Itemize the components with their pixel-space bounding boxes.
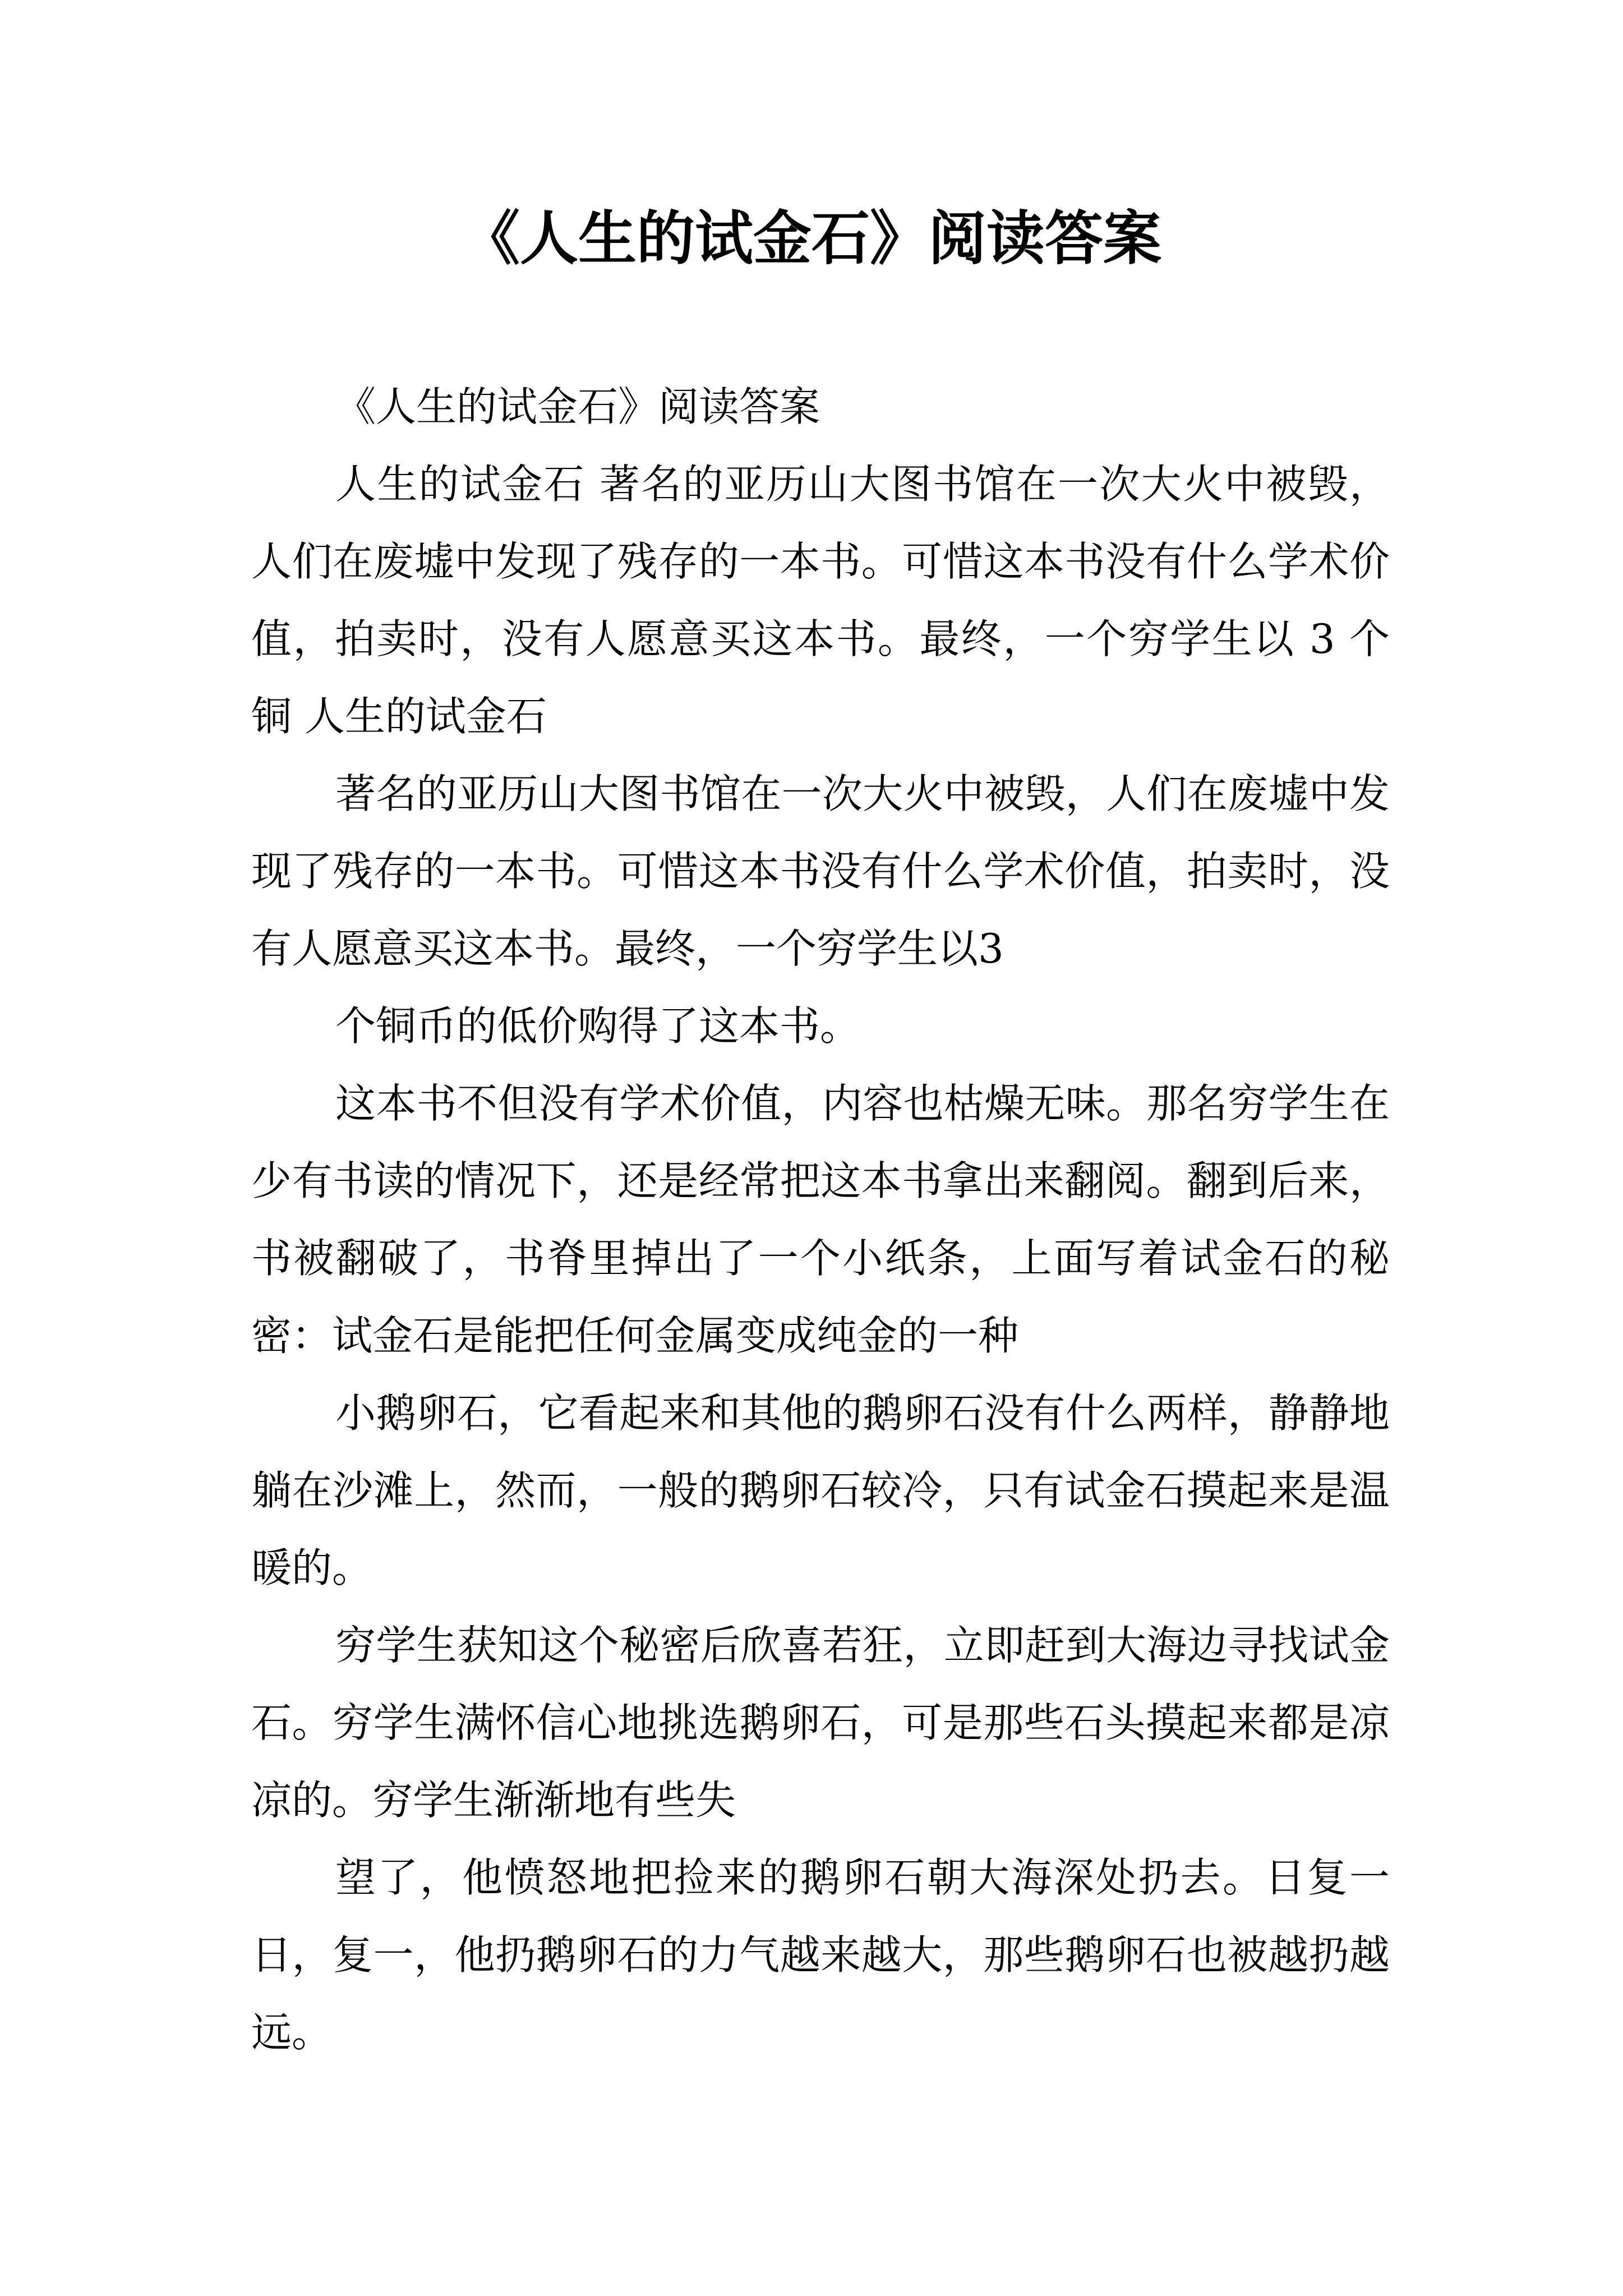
paragraph: 小鹅卵石，它看起来和其他的鹅卵石没有什么两样，静静地躺在沙滩上，然而，一般的鹅卵石较冷，只有试金石摸起来是温暖的。	[251, 1389, 1390, 1591]
document-title: 《人生的试金石》阅读答案	[461, 204, 1161, 273]
paragraph: 人生的试金石 著名的亚历山大图书馆在一次大火中被毁，人们在废墟中发现了残存的一本书。可惜这本书没有什么学术价值，拍卖时，没有人愿意买这本书。最终，一个穷学生以 3 个铜 人生的试金石	[251, 461, 1390, 740]
paragraph: 穷学生获知这个秘密后欣喜若狂，立即赶到大海边寻找试金石。穷学生满怀信心地挑选鹅卵石，可是那些石头摸起来都是凉凉的。穷学生渐渐地有些失	[251, 1622, 1390, 1824]
paragraph: 这本书不但没有学术价值，内容也枯燥无味。那名穷学生在少有书读的情况下，还是经常把这本书拿出来翻阅。翻到后来，书被翻破了，书脊里掉出了一个小纸条，上面写着试金石的秘密：试金石是能把任何金属变成纯金的一种	[251, 1080, 1390, 1359]
paragraph: 个铜币的低价购得了这本书。	[335, 1002, 861, 1050]
paragraph: 著名的亚历山大图书馆在一次大火中被毁，人们在废墟中发现了残存的一本书。可惜这本书没有什么学术价值，拍卖时，没有人愿意买这本书。最终，一个穷学生以3	[251, 770, 1390, 972]
paragraph: 望了，他愤怒地把捡来的鹅卵石朝大海深处扔去。日复一日，复一，他扔鹅卵石的力气越来越大，那些鹅卵石也被越扔越远。	[251, 1854, 1390, 2056]
document-body	[251, 368, 1390, 2071]
paragraph: 《人生的试金石》阅读答案	[335, 383, 820, 430]
